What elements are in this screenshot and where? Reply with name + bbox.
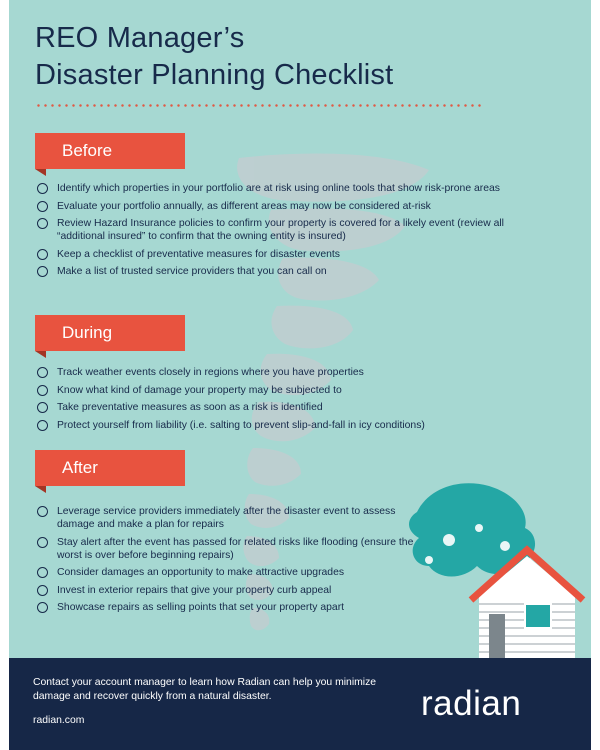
checklist-item-text: Evaluate your portfolio annually, as different areas may now be considered at-risk [57, 200, 431, 212]
checklist-page [9, 0, 591, 750]
checklist-before [37, 182, 517, 283]
page-title [35, 20, 555, 94]
checklist-item[interactable] [37, 419, 517, 432]
checklist-item-text: Track weather events closely in regions where you have properties [57, 367, 364, 378]
checklist-item-text: Showcase repairs as selling points that set your property apart [57, 602, 345, 613]
checklist-item-text: Keep a checklist of preventative measures for disaster events [57, 248, 340, 260]
title-line-1: REO Manager’s [35, 22, 245, 54]
checklist-item[interactable] [37, 401, 517, 414]
checklist-item-text: Leverage service providers immediately after the disaster event to assess damage and make a plan for repairs [57, 506, 396, 530]
checklist-item[interactable] [37, 505, 417, 531]
checklist-item-text: Make a list of trusted service providers that you can call on [57, 266, 327, 277]
circle-checkbox-icon[interactable] [37, 367, 48, 378]
checklist-during [37, 366, 517, 436]
title-line-2: Disaster Planning Checklist [35, 59, 394, 91]
circle-checkbox-icon[interactable] [37, 585, 48, 596]
checklist-item-text: Protect yourself from liability (i.e. salting to prevent slip-and-fall in icy conditions) [57, 419, 425, 431]
checklist-item-text: Consider damages an opportunity to make attractive upgrades [57, 567, 345, 578]
checklist-item-text: Take preventative measures as soon as a risk is identified [57, 402, 323, 413]
circle-checkbox-icon[interactable] [37, 385, 48, 396]
circle-checkbox-icon[interactable] [37, 183, 48, 194]
checklist-item[interactable] [37, 536, 417, 562]
circle-checkbox-icon[interactable] [37, 537, 48, 548]
circle-checkbox-icon[interactable] [37, 506, 48, 517]
footer-contact-text: Contact your account manager to learn how Radian can help you minimize damage and recover quickly from a natural disaster. [33, 677, 377, 702]
circle-checkbox-icon[interactable] [37, 218, 48, 229]
section-banner-after: After [35, 450, 185, 486]
checklist-item-text: Stay alert after the event has passed for related risks like flooding (ensure the worst is over before beginning repairs) [57, 536, 414, 561]
circle-checkbox-icon[interactable] [37, 249, 48, 260]
checklist-item-text: Review Hazard Insurance policies to confirm your property is covered for a likely event (review all “additional insured” to confirm that the owning entity is insured) [57, 218, 504, 242]
checklist-item-text: Know what kind of damage your property may be subjected to [57, 384, 342, 396]
checklist-item-text: Invest in exterior repairs that give your property curb appeal [57, 584, 332, 596]
checklist-after [37, 505, 417, 619]
dotted-divider [35, 104, 483, 107]
circle-checkbox-icon[interactable] [37, 602, 48, 613]
checklist-item[interactable] [37, 366, 517, 379]
footer-website-link[interactable]: radian.com [33, 715, 85, 726]
checklist-item[interactable] [37, 200, 517, 213]
checklist-item[interactable] [37, 584, 417, 597]
circle-checkbox-icon[interactable] [37, 567, 48, 578]
circle-checkbox-icon[interactable] [37, 402, 48, 413]
footer [9, 658, 591, 750]
checklist-item[interactable] [37, 248, 517, 261]
radian-logo: radian [421, 684, 522, 723]
circle-checkbox-icon[interactable] [37, 201, 48, 212]
checklist-item[interactable] [37, 217, 517, 243]
checklist-item[interactable] [37, 566, 417, 579]
section-banner-during: During [35, 315, 185, 351]
checklist-item[interactable] [37, 384, 517, 397]
checklist-item-text: Identify which properties in your portfolio are at risk using online tools that show risk-prone areas [57, 183, 500, 194]
circle-checkbox-icon[interactable] [37, 266, 48, 277]
checklist-item[interactable] [37, 601, 417, 614]
checklist-item[interactable] [37, 182, 517, 195]
checklist-item[interactable] [37, 265, 517, 278]
section-banner-before: Before [35, 133, 185, 169]
circle-checkbox-icon[interactable] [37, 420, 48, 431]
